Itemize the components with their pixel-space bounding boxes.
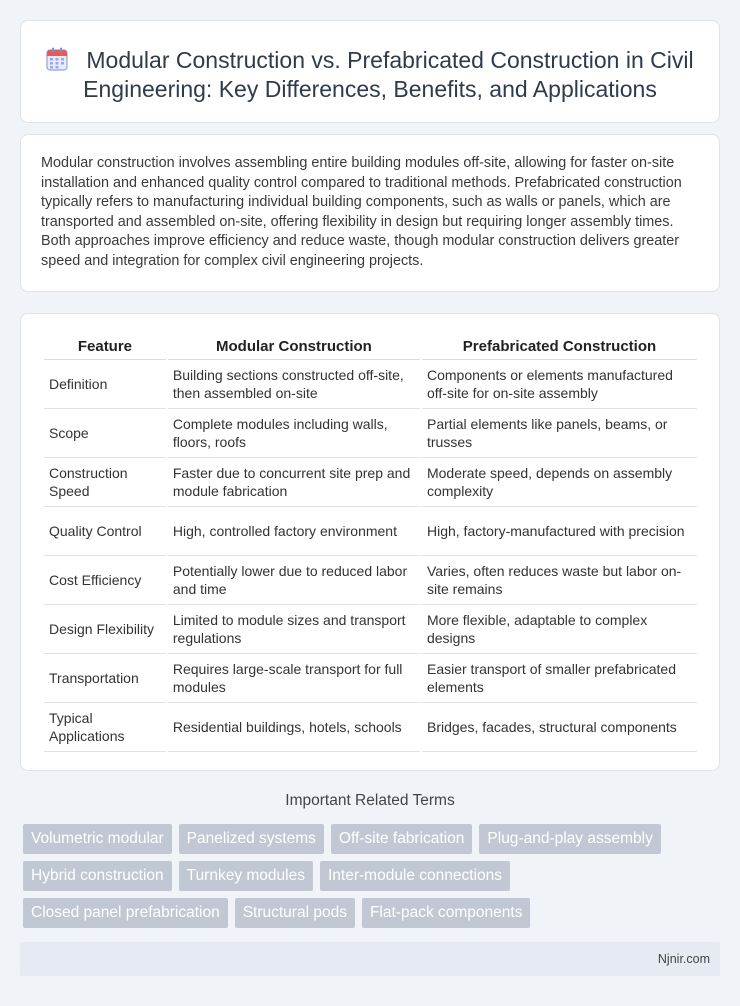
header-feature: Feature: [44, 333, 166, 360]
table-row: [44, 360, 697, 409]
modular-cell: Potentially lower due to reduced labor and time: [168, 556, 420, 605]
feature-cell: Transportation: [44, 654, 166, 703]
term-tag[interactable]: Panelized systems: [179, 824, 324, 854]
prefab-cell: Components or elements manufactured off-site for on-site assembly: [422, 360, 697, 409]
prefab-cell: Partial elements like panels, beams, or trusses: [422, 409, 697, 458]
term-row: [23, 824, 723, 854]
feature-cell: Quality Control: [44, 507, 166, 556]
modular-cell: Faster due to concurrent site prep and module fabrication: [168, 458, 420, 507]
modular-cell: Requires large-scale transport for full modules: [168, 654, 420, 703]
related-terms: [23, 824, 723, 935]
prefab-cell: Moderate speed, depends on assembly complexity: [422, 458, 697, 507]
feature-cell: Design Flexibility: [44, 605, 166, 654]
intro-paragraph: Modular construction involves assembling entire building modules off-site, allowing for faster on-site installation and enhanced quality control compared to traditional methods. Prefabricated construction typically refers to manufacturing individual building components, such as walls or panels, which are transported and assembled on-site, offering flexibility in design but requiring longer assembly times. Both approaches improve efficiency and reduce waste, though modular construction delivers greater speed and integration for complex civil engineering projects.: [41, 155, 682, 269]
term-tag[interactable]: Hybrid construction: [23, 861, 172, 891]
table-row: [44, 556, 697, 605]
term-tag[interactable]: Closed panel prefabrication: [23, 898, 228, 928]
table-row: [44, 605, 697, 654]
term-tag[interactable]: Flat-pack components: [362, 898, 531, 928]
page-title-text: Modular Construction vs. Prefabricated Construction in Civil Engineering: Key Differences, Benefits, and Applications: [83, 47, 694, 102]
prefab-cell: High, factory-manufactured with precision: [422, 507, 697, 556]
feature-cell: Typical Applications: [44, 703, 166, 752]
table-row: [44, 703, 697, 752]
table-row: [44, 458, 697, 507]
table-header-row: [44, 333, 697, 360]
page-title: [21, 21, 719, 104]
feature-cell: Scope: [44, 409, 166, 458]
term-tag[interactable]: Turnkey modules: [179, 861, 313, 891]
term-tag[interactable]: Inter-module connections: [320, 861, 510, 891]
intro-card: [20, 134, 720, 292]
table-row: [44, 654, 697, 703]
prefab-cell: Varies, often reduces waste but labor on-site remains: [422, 556, 697, 605]
feature-cell: Cost Efficiency: [44, 556, 166, 605]
header-prefabricated: Prefabricated Construction: [422, 333, 697, 360]
modular-cell: Residential buildings, hotels, schools: [168, 703, 420, 752]
comparison-table: [42, 333, 699, 752]
prefab-cell: Easier transport of smaller prefabricated elements: [422, 654, 697, 703]
related-terms-heading: Important Related Terms: [285, 792, 455, 809]
footer: [20, 942, 720, 976]
header-modular: Modular Construction: [168, 333, 420, 360]
term-row: [23, 861, 723, 891]
modular-cell: Limited to module sizes and transport regulations: [168, 605, 420, 654]
term-row: [23, 898, 723, 928]
table-row: [44, 507, 697, 556]
calendar-icon: [46, 47, 68, 71]
table-row: [44, 409, 697, 458]
prefab-cell: Bridges, facades, structural components: [422, 703, 697, 752]
modular-cell: Complete modules including walls, floors, roofs: [168, 409, 420, 458]
term-tag[interactable]: Structural pods: [235, 898, 355, 928]
modular-cell: Building sections constructed off-site, then assembled on-site: [168, 360, 420, 409]
feature-cell: Definition: [44, 360, 166, 409]
feature-cell: Construction Speed: [44, 458, 166, 507]
title-card: [20, 20, 720, 123]
prefab-cell: More flexible, adaptable to complex designs: [422, 605, 697, 654]
modular-cell: High, controlled factory environment: [168, 507, 420, 556]
term-tag[interactable]: Plug-and-play assembly: [479, 824, 660, 854]
term-tag[interactable]: Volumetric modular: [23, 824, 172, 854]
term-tag[interactable]: Off-site fabrication: [331, 824, 473, 854]
footer-site-link[interactable]: Njnir.com: [657, 952, 710, 966]
comparison-table-card: [20, 313, 720, 771]
